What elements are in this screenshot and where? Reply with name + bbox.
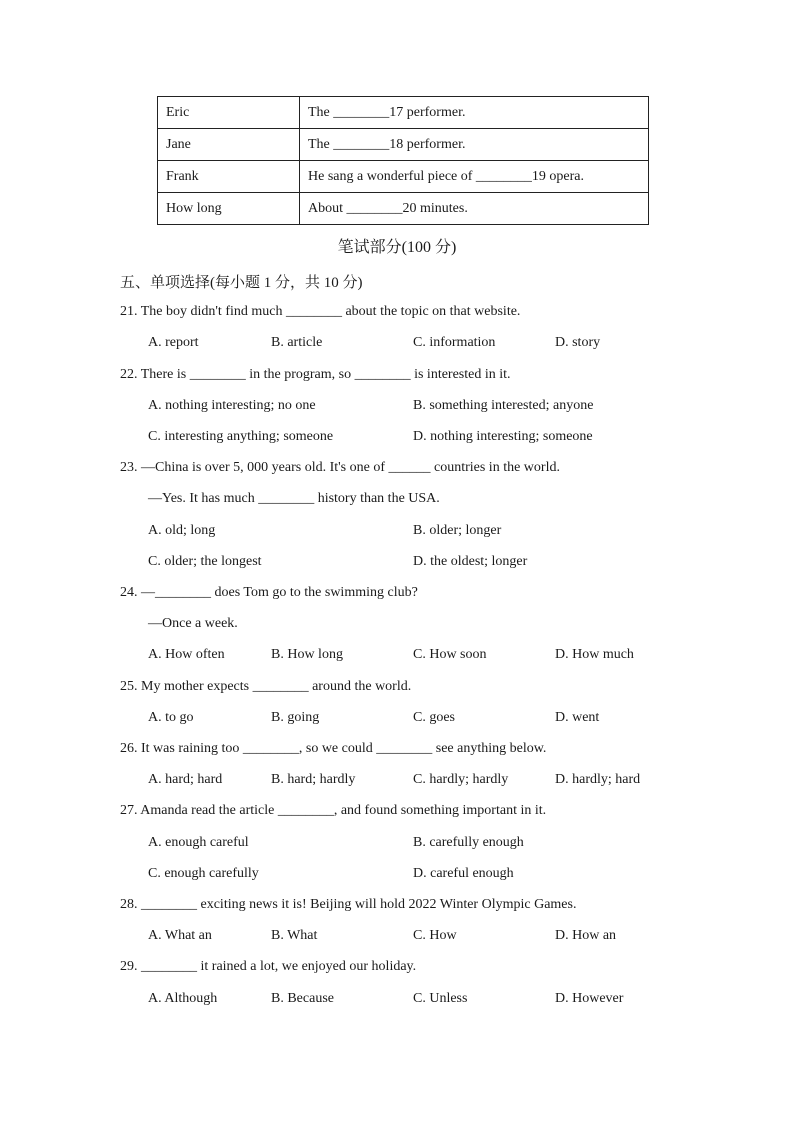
table-cell-name: Eric — [158, 97, 300, 129]
question-stem: 25. My mother expects ________ around the world. — [120, 679, 412, 694]
option-c: C. interesting anything; someone — [148, 429, 334, 444]
option-c: C. goes — [413, 710, 455, 725]
table-cell-name: How long — [158, 193, 300, 225]
option-b: B. something interested; anyone — [413, 398, 594, 413]
option-d: D. nothing interesting; someone — [413, 429, 593, 444]
table-row — [158, 193, 649, 225]
option-a: A. hard; hard — [148, 772, 223, 787]
option-a: A. enough careful — [148, 835, 249, 850]
table-row — [158, 97, 649, 129]
option-b: B. going — [271, 710, 320, 725]
option-a: A. How often — [148, 647, 225, 662]
question-stem: 22. There is ________ in the program, so ________ is interested in it. — [120, 367, 511, 382]
question-stem: 26. It was raining too ________, so we could ________ see anything below. — [120, 741, 547, 756]
option-b: B. carefully enough — [413, 835, 524, 850]
answer-table — [157, 96, 649, 225]
question-stem: 27. Amanda read the article ________, and found something important in it. — [120, 803, 547, 818]
part-heading: 五、单项选择(每小题 1 分，共 10 分) — [120, 275, 363, 291]
option-d: D. story — [555, 335, 601, 350]
option-b: B. hard; hardly — [271, 772, 356, 787]
option-a: A. nothing interesting; no one — [148, 398, 316, 413]
option-a: A. report — [148, 335, 199, 350]
option-d: D. went — [555, 710, 600, 725]
table-cell-desc: The ________17 performer. — [300, 97, 649, 129]
table-cell-desc: The ________18 performer. — [300, 129, 649, 161]
option-b: B. Because — [271, 991, 334, 1006]
question-reply: —Yes. It has much ________ history than the USA. — [148, 491, 440, 506]
question-stem: 21. The boy didn't find much ________ about the topic on that website. — [120, 304, 521, 319]
option-b: B. older; longer — [413, 523, 502, 538]
option-d: D. the oldest; longer — [413, 554, 528, 569]
option-b: B. What — [271, 928, 318, 943]
table-cell-desc: He sang a wonderful piece of ________19 opera. — [300, 161, 649, 193]
option-c: C. Unless — [413, 991, 468, 1006]
option-a: A. to go — [148, 710, 194, 725]
question-stem: 29. ________ it rained a lot, we enjoyed our holiday. — [120, 959, 417, 974]
section-title: 笔试部分(100 分) — [337, 239, 457, 256]
option-b: B. article — [271, 335, 323, 350]
option-c: C. older; the longest — [148, 554, 262, 569]
table-row — [158, 129, 649, 161]
option-d: D. careful enough — [413, 866, 514, 881]
option-a: A. Although — [148, 991, 218, 1006]
option-b: B. How long — [271, 647, 343, 662]
option-d: D. How much — [555, 647, 634, 662]
table-cell-desc: About ________20 minutes. — [300, 193, 649, 225]
option-a: A. What an — [148, 928, 212, 943]
option-d: D. However — [555, 991, 624, 1006]
table-cell-name: Jane — [158, 129, 300, 161]
option-c: C. How soon — [413, 647, 487, 662]
option-a: A. old; long — [148, 523, 216, 538]
question-stem: 24. —________ does Tom go to the swimming club? — [120, 585, 418, 600]
question-stem: 28. ________ exciting news it is! Beijing will hold 2022 Winter Olympic Games. — [120, 897, 577, 912]
option-d: D. hardly; hard — [555, 772, 641, 787]
question-reply: —Once a week. — [148, 616, 238, 631]
table-cell-name: Frank — [158, 161, 300, 193]
option-c: C. hardly; hardly — [413, 772, 509, 787]
question-stem: 23. —China is over 5, 000 years old. It's one of ______ countries in the world. — [120, 460, 560, 475]
table-row — [158, 161, 649, 193]
option-c: C. enough carefully — [148, 866, 259, 881]
option-c: C. How — [413, 928, 457, 943]
option-c: C. information — [413, 335, 496, 350]
option-d: D. How an — [555, 928, 617, 943]
